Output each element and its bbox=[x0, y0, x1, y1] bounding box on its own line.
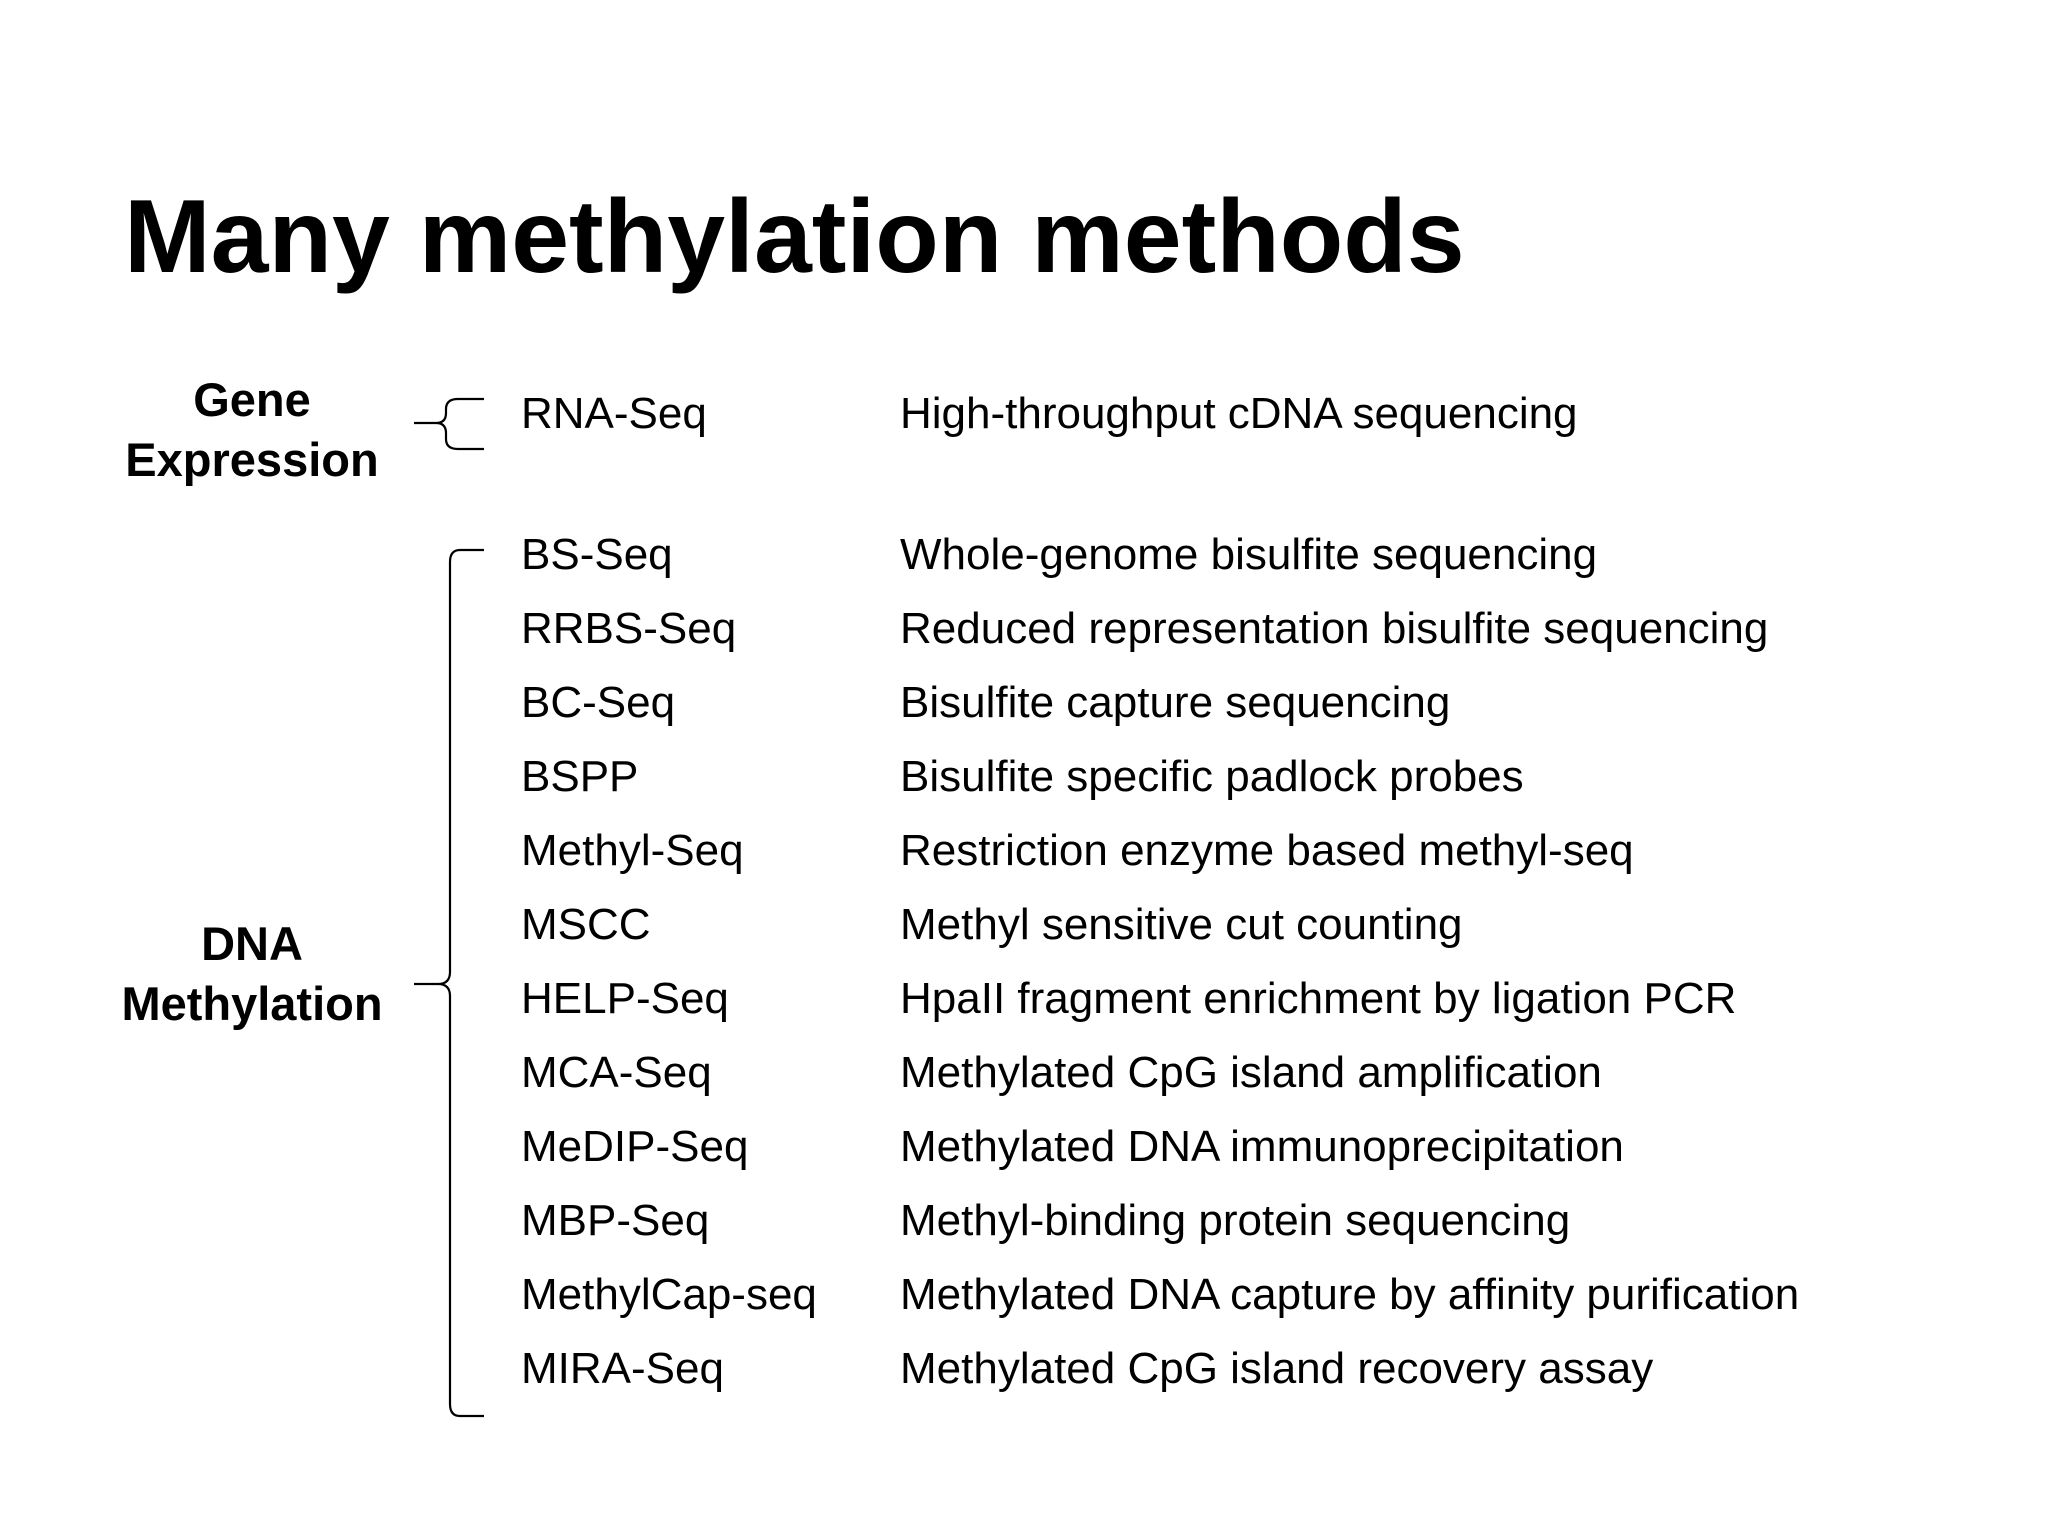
method-row bbox=[0, 1339, 2048, 1399]
method-name: MeDIP-Seq bbox=[521, 1122, 749, 1171]
method-name: MIRA-Seq bbox=[521, 1344, 724, 1393]
method-description: Bisulfite capture sequencing bbox=[900, 678, 1451, 727]
method-name: MCA-Seq bbox=[521, 1048, 712, 1097]
method-name: Methyl-Seq bbox=[521, 826, 744, 875]
method-description: Reduced representation bisulfite sequencing bbox=[900, 604, 1769, 653]
method-name: BS-Seq bbox=[521, 530, 673, 579]
method-name: HELP-Seq bbox=[521, 974, 729, 1023]
method-row bbox=[0, 1117, 2048, 1177]
method-row bbox=[0, 821, 2048, 881]
method-row bbox=[0, 673, 2048, 733]
group-label-line: Expression bbox=[125, 433, 379, 486]
group-label-line: DNA bbox=[201, 917, 303, 970]
slide-title: Many methylation methods bbox=[124, 179, 1465, 295]
method-name: MBP-Seq bbox=[521, 1196, 710, 1245]
method-row bbox=[0, 599, 2048, 659]
method-row bbox=[0, 747, 2048, 807]
method-description: Bisulfite specific padlock probes bbox=[900, 752, 1524, 801]
group-label-line: Methylation bbox=[121, 977, 383, 1030]
method-row bbox=[0, 384, 2048, 444]
method-description: Methylated DNA immunoprecipitation bbox=[900, 1122, 1624, 1171]
method-name: MSCC bbox=[521, 900, 651, 949]
method-description: Restriction enzyme based methyl-seq bbox=[900, 826, 1634, 875]
method-description: Methyl-binding protein sequencing bbox=[900, 1196, 1571, 1245]
method-row bbox=[0, 895, 2048, 955]
method-description: Whole-genome bisulfite sequencing bbox=[900, 530, 1598, 579]
method-name: RRBS-Seq bbox=[521, 604, 737, 653]
method-row bbox=[0, 525, 2048, 585]
method-description: Methylated CpG island amplification bbox=[900, 1048, 1602, 1097]
method-row bbox=[0, 969, 2048, 1029]
group-label-line: Gene bbox=[193, 373, 311, 426]
method-name: BC-Seq bbox=[521, 678, 676, 727]
method-description: Methyl sensitive cut counting bbox=[900, 900, 1463, 949]
method-description: Methylated DNA capture by affinity purification bbox=[900, 1270, 1800, 1319]
method-name: BSPP bbox=[521, 752, 639, 801]
method-row bbox=[0, 1191, 2048, 1251]
method-name: RNA-Seq bbox=[521, 389, 707, 438]
method-description: High-throughput cDNA sequencing bbox=[900, 389, 1578, 438]
method-name: MethylCap-seq bbox=[521, 1270, 817, 1319]
method-row bbox=[0, 1043, 2048, 1103]
method-description: Methylated CpG island recovery assay bbox=[900, 1344, 1654, 1393]
method-row bbox=[0, 1265, 2048, 1325]
method-description: HpaII fragment enrichment by ligation PCR bbox=[900, 974, 1737, 1023]
